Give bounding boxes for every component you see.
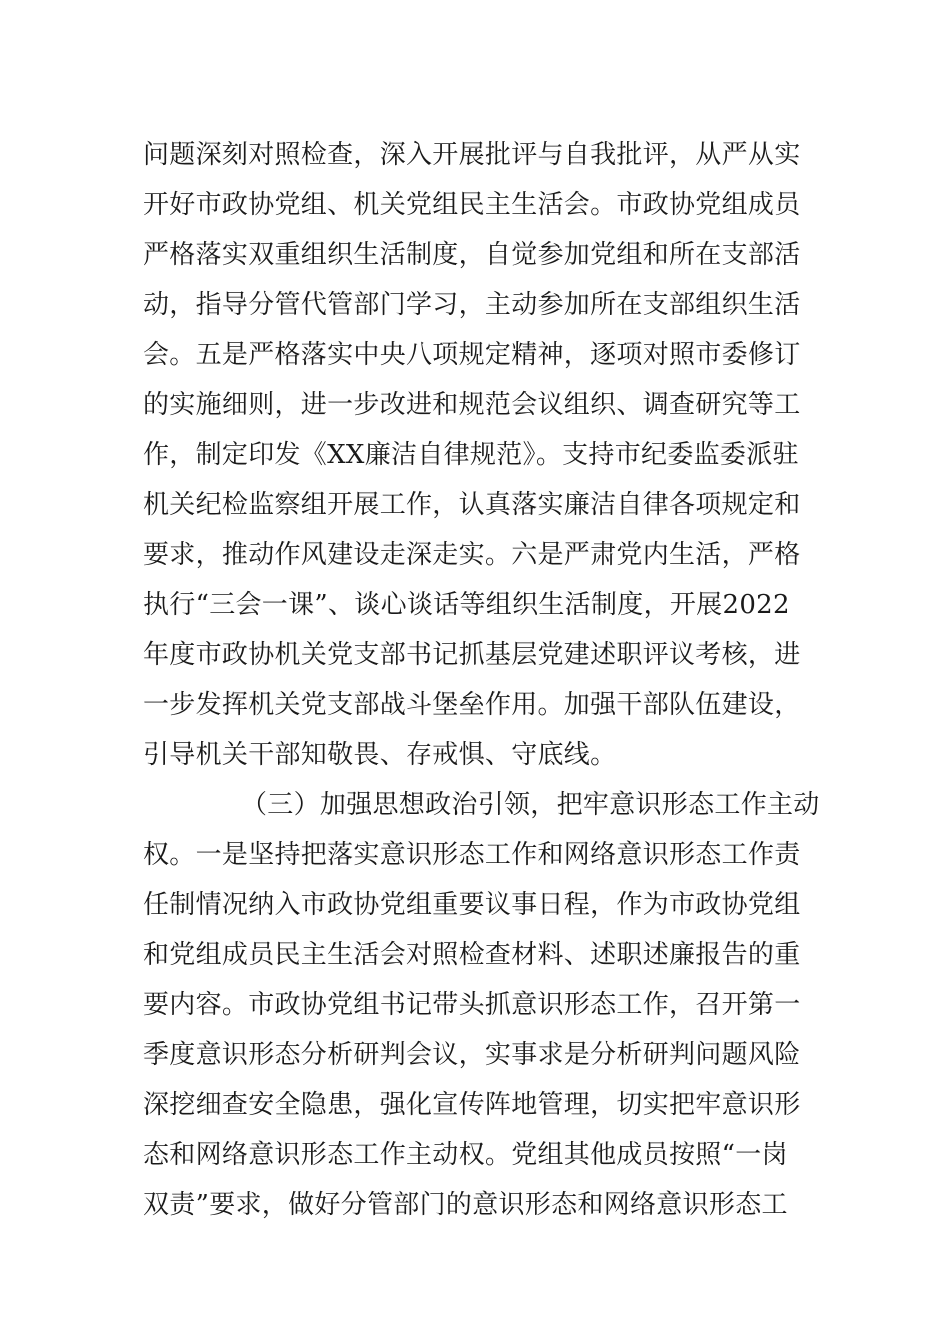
text-line: 和党组成员民主生活会对照检查材料、述职述廉报告的重 [143,940,801,970]
section-heading-line: （三）加强思想政治引领，把牢意识形态工作主动 [241,790,820,820]
text-line: 季度意识形态分析研判会议，实事求是分析研判问题风险 [143,1040,801,1070]
text-line: 引导机关干部知敬畏、存戒惧、守底线。 [143,740,617,770]
text-line: 态和网络意识形态工作主动权。党组其他成员按照“一岗 [143,1140,788,1170]
body-text [143,130,823,1230]
text-line: 一步发挥机关党支部战斗堡垒作用。加强干部队伍建设， [143,690,801,720]
text-line: 的实施细则，进一步改进和规范会议组织、调查研究等工 [143,390,801,420]
text-line: 开好市政协党组、机关党组民主生活会。市政协党组成员 [143,190,801,220]
text-line: 深挖细查安全隐患，强化宣传阵地管理，切实把牢意识形 [143,1090,801,1120]
text-line: 要内容。市政协党组书记带头抓意识形态工作，召开第一 [143,990,801,1020]
text-line: 会。五是严格落实中央八项规定精神，逐项对照市委修订 [143,340,801,370]
text-line: 任制情况纳入市政协党组重要议事日程，作为市政协党组 [143,890,801,920]
text-line: 权。一是坚持把落实意识形态工作和网络意识形态工作责 [143,840,801,870]
text-line: 作，制定印发《XX廉洁自律规范》。支持市纪委监委派驻 [143,440,799,470]
text-line: 问题深刻对照检查，深入开展批评与自我批评，从严从实 [143,140,801,170]
text-line: 年度市政协机关党支部书记抓基层党建述职评议考核，进 [143,640,801,670]
text-line: 动，指导分管代管部门学习，主动参加所在支部组织生活 [143,290,801,320]
text-line: 机关纪检监察组开展工作，认真落实廉洁自律各项规定和 [143,490,801,520]
text-line: 双责”要求，做好分管部门的意识形态和网络意识形态工 [143,1190,788,1220]
text-line: 执行“三会一课”、谈心谈话等组织生活制度，开展2022 [143,590,790,620]
text-line: 严格落实双重组织生活制度，自觉参加党组和所在支部活 [143,240,801,270]
text-line: 要求，推动作风建设走深走实。六是严肃党内生活，严格 [143,540,801,570]
